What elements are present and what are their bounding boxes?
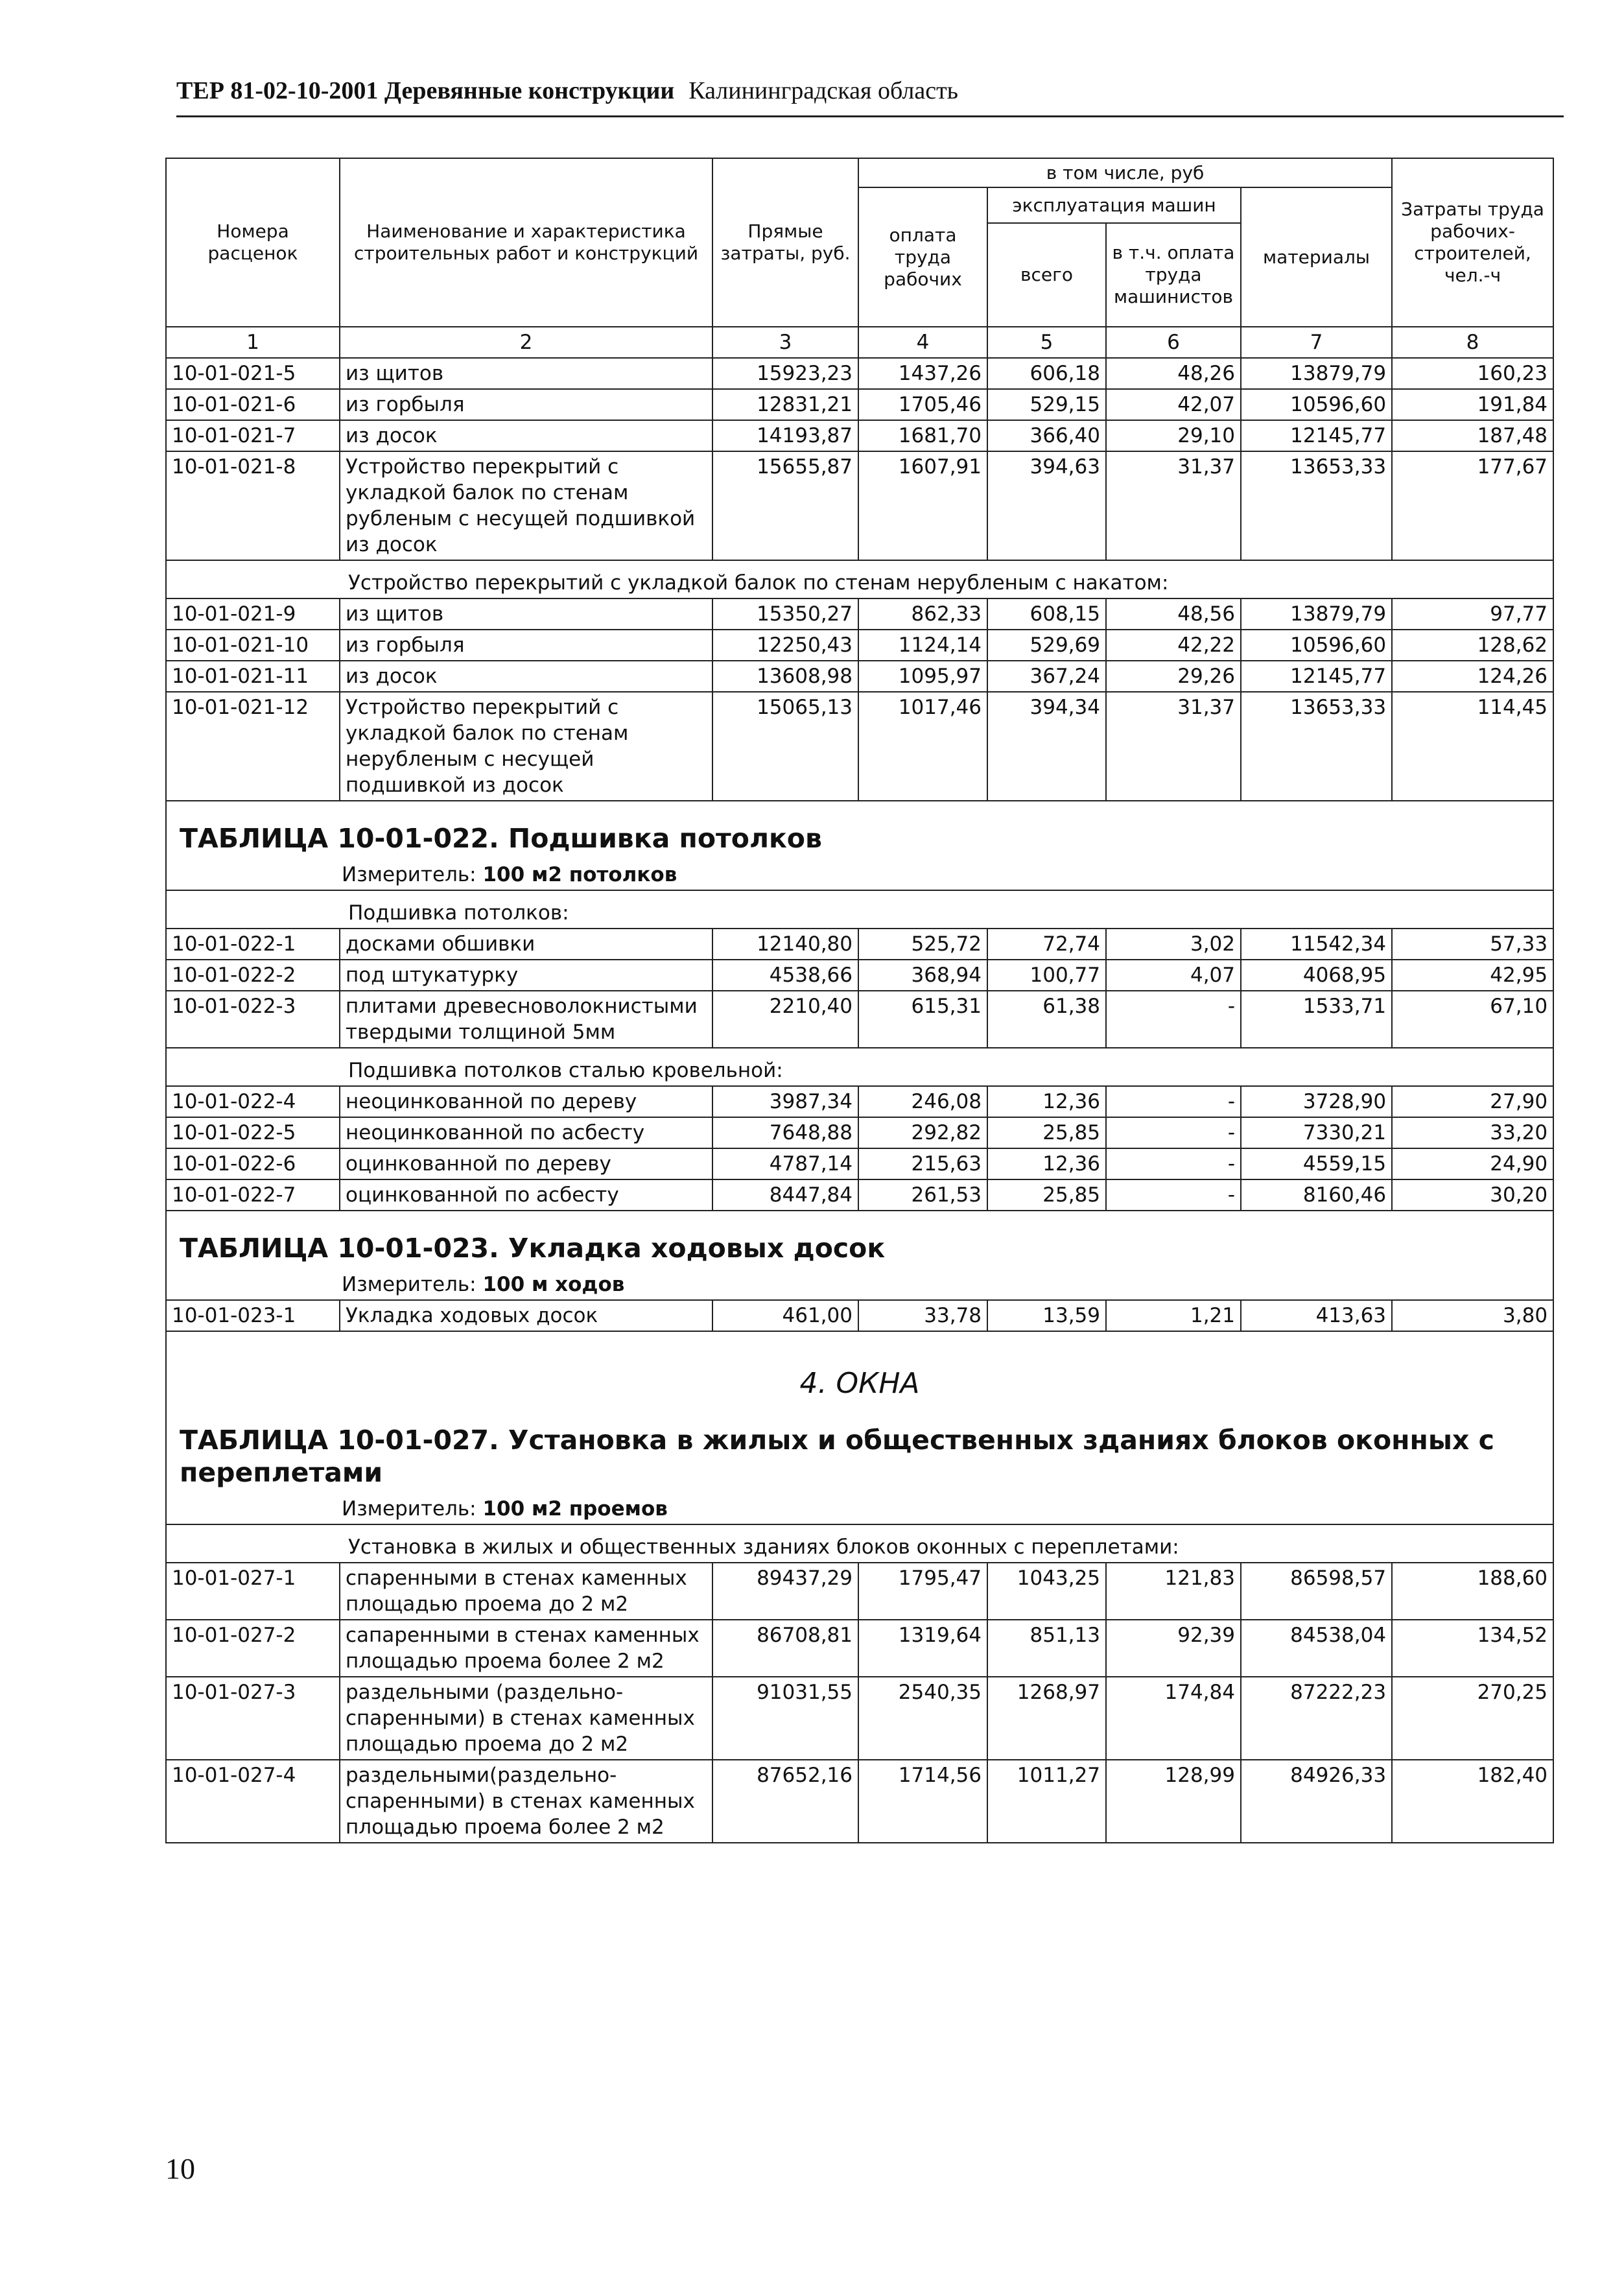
work-name: из горбыля bbox=[340, 389, 712, 420]
work-name: раздельными (раздельно-спаренными) в стенах каменных площадью проема до 2 м2 bbox=[340, 1677, 712, 1760]
labor-cost: 615,31 bbox=[858, 991, 987, 1048]
work-name: плитами древесноволокнистыми твердыми толщиной 5мм bbox=[340, 991, 712, 1048]
machinists-cost: 31,37 bbox=[1106, 692, 1241, 801]
column-number: 8 bbox=[1392, 327, 1553, 358]
table-row bbox=[166, 692, 1553, 801]
machines-cost: 12,36 bbox=[987, 1148, 1106, 1179]
group-intro: Устройство перекрытий с укладкой балок по стенам нерубленым с накатом: bbox=[166, 560, 1553, 598]
col-header-labor: оплата труда рабочих bbox=[858, 187, 987, 327]
table-unit bbox=[166, 1270, 1553, 1300]
labor-hours: 57,33 bbox=[1392, 929, 1553, 960]
table-row bbox=[166, 1117, 1553, 1148]
direct-cost: 13608,98 bbox=[712, 661, 858, 692]
materials-cost: 11542,34 bbox=[1241, 929, 1392, 960]
table-row bbox=[166, 451, 1553, 560]
labor-hours: 182,40 bbox=[1392, 1760, 1553, 1843]
labor-cost: 1319,64 bbox=[858, 1620, 987, 1677]
col-header-code: Номера расценок bbox=[166, 158, 340, 327]
group-intro-row bbox=[166, 1048, 1553, 1086]
machines-cost: 1268,97 bbox=[987, 1677, 1106, 1760]
rate-code: 10-01-022-4 bbox=[166, 1086, 340, 1117]
unit-value: 100 м2 потолков bbox=[482, 863, 677, 886]
rate-code: 10-01-027-4 bbox=[166, 1760, 340, 1843]
table-row bbox=[166, 420, 1553, 451]
col-header-machines-total: всего bbox=[987, 223, 1106, 327]
machines-cost: 12,36 bbox=[987, 1086, 1106, 1117]
machinists-cost: 31,37 bbox=[1106, 451, 1241, 560]
column-number: 3 bbox=[712, 327, 858, 358]
direct-cost: 91031,55 bbox=[712, 1677, 858, 1760]
direct-cost: 15655,87 bbox=[712, 451, 858, 560]
col-header-workers: Затраты труда рабочих-строителей, чел.-ч bbox=[1392, 158, 1553, 327]
column-numbers-row bbox=[166, 327, 1553, 358]
page-header bbox=[176, 77, 1564, 117]
machines-cost: 529,69 bbox=[987, 630, 1106, 661]
table-row bbox=[166, 630, 1553, 661]
work-name: сапаренными в стенах каменных площадью проема более 2 м2 bbox=[340, 1620, 712, 1677]
work-name: Устройство перекрытий с укладкой балок по стенам нерубленым с несущей подшивкой из досок bbox=[340, 692, 712, 801]
direct-cost: 7648,88 bbox=[712, 1117, 858, 1148]
column-number: 6 bbox=[1106, 327, 1241, 358]
machines-cost: 394,63 bbox=[987, 451, 1106, 560]
machines-cost: 25,85 bbox=[987, 1117, 1106, 1148]
machines-cost: 72,74 bbox=[987, 929, 1106, 960]
machinists-cost: 29,10 bbox=[1106, 420, 1241, 451]
direct-cost: 15923,23 bbox=[712, 358, 858, 389]
work-name: оцинкованной по асбесту bbox=[340, 1179, 712, 1211]
direct-cost: 2210,40 bbox=[712, 991, 858, 1048]
rate-code: 10-01-021-8 bbox=[166, 451, 340, 560]
table-row bbox=[166, 1086, 1553, 1117]
unit-value: 100 м ходов bbox=[482, 1273, 625, 1296]
labor-hours: 191,84 bbox=[1392, 389, 1553, 420]
chapter-heading: 4. ОКНА bbox=[166, 1331, 1553, 1411]
labor-hours: 177,67 bbox=[1392, 451, 1553, 560]
rate-code: 10-01-027-1 bbox=[166, 1563, 340, 1620]
machines-cost: 25,85 bbox=[987, 1179, 1106, 1211]
direct-cost: 12831,21 bbox=[712, 389, 858, 420]
table-row bbox=[166, 960, 1553, 991]
machinists-cost: 121,83 bbox=[1106, 1563, 1241, 1620]
materials-cost: 12145,77 bbox=[1241, 420, 1392, 451]
labor-hours: 270,25 bbox=[1392, 1677, 1553, 1760]
table-row bbox=[166, 1300, 1553, 1331]
work-name: из досок bbox=[340, 420, 712, 451]
work-name: раздельными(раздельно-спаренными) в стенах каменных площадью проема более 2 м2 bbox=[340, 1760, 712, 1843]
work-name: Укладка ходовых досок bbox=[340, 1300, 712, 1331]
labor-hours: 134,52 bbox=[1392, 1620, 1553, 1677]
labor-cost: 1437,26 bbox=[858, 358, 987, 389]
materials-cost: 84926,33 bbox=[1241, 1760, 1392, 1843]
work-name: из щитов bbox=[340, 598, 712, 630]
rate-code: 10-01-021-9 bbox=[166, 598, 340, 630]
materials-cost: 413,63 bbox=[1241, 1300, 1392, 1331]
col-header-materials: материалы bbox=[1241, 187, 1392, 327]
machines-cost: 13,59 bbox=[987, 1300, 1106, 1331]
table-row bbox=[166, 598, 1553, 630]
materials-cost: 12145,77 bbox=[1241, 661, 1392, 692]
materials-cost: 10596,60 bbox=[1241, 630, 1392, 661]
machinists-cost: - bbox=[1106, 1179, 1241, 1211]
column-number: 4 bbox=[858, 327, 987, 358]
machinists-cost: 4,07 bbox=[1106, 960, 1241, 991]
machines-cost: 100,77 bbox=[987, 960, 1106, 991]
table-row bbox=[166, 929, 1553, 960]
materials-cost: 1533,71 bbox=[1241, 991, 1392, 1048]
direct-cost: 87652,16 bbox=[712, 1760, 858, 1843]
materials-cost: 4559,15 bbox=[1241, 1148, 1392, 1179]
machines-cost: 606,18 bbox=[987, 358, 1106, 389]
rate-code: 10-01-021-6 bbox=[166, 389, 340, 420]
labor-hours: 114,45 bbox=[1392, 692, 1553, 801]
direct-cost: 3987,34 bbox=[712, 1086, 858, 1117]
machines-cost: 1011,27 bbox=[987, 1760, 1106, 1843]
machinists-cost: 48,56 bbox=[1106, 598, 1241, 630]
labor-hours: 160,23 bbox=[1392, 358, 1553, 389]
materials-cost: 13653,33 bbox=[1241, 692, 1392, 801]
table-row bbox=[166, 1620, 1553, 1677]
col-header-including: в том числе, руб bbox=[858, 158, 1392, 187]
table-title-row bbox=[166, 801, 1553, 860]
materials-cost: 13879,79 bbox=[1241, 598, 1392, 630]
work-name: оцинкованной по дереву bbox=[340, 1148, 712, 1179]
labor-cost: 1124,14 bbox=[858, 630, 987, 661]
direct-cost: 8447,84 bbox=[712, 1179, 858, 1211]
column-number: 2 bbox=[340, 327, 712, 358]
labor-cost: 261,53 bbox=[858, 1179, 987, 1211]
estimate-table bbox=[165, 158, 1554, 1843]
table-row bbox=[166, 389, 1553, 420]
table-unit bbox=[166, 860, 1553, 890]
group-intro: Подшивка потолков сталью кровельной: bbox=[166, 1048, 1553, 1086]
materials-cost: 86598,57 bbox=[1241, 1563, 1392, 1620]
materials-cost: 3728,90 bbox=[1241, 1086, 1392, 1117]
rate-code: 10-01-022-5 bbox=[166, 1117, 340, 1148]
column-number: 7 bbox=[1241, 327, 1392, 358]
rate-code: 10-01-022-1 bbox=[166, 929, 340, 960]
rate-code: 10-01-021-12 bbox=[166, 692, 340, 801]
machinists-cost: 48,26 bbox=[1106, 358, 1241, 389]
group-intro: Установка в жилых и общественных зданиях блоков оконных с переплетами: bbox=[166, 1524, 1553, 1563]
page-number: 10 bbox=[165, 2152, 195, 2185]
work-name: из досок bbox=[340, 661, 712, 692]
work-name: спаренными в стенах каменных площадью проема до 2 м2 bbox=[340, 1563, 712, 1620]
work-name: из горбыля bbox=[340, 630, 712, 661]
col-header-direct: Прямые затраты, руб. bbox=[712, 158, 858, 327]
machinists-cost: 29,26 bbox=[1106, 661, 1241, 692]
labor-cost: 1017,46 bbox=[858, 692, 987, 801]
chapter-heading-row bbox=[166, 1331, 1553, 1411]
labor-hours: 187,48 bbox=[1392, 420, 1553, 451]
materials-cost: 7330,21 bbox=[1241, 1117, 1392, 1148]
materials-cost: 8160,46 bbox=[1241, 1179, 1392, 1211]
direct-cost: 15350,27 bbox=[712, 598, 858, 630]
direct-cost: 15065,13 bbox=[712, 692, 858, 801]
direct-cost: 14193,87 bbox=[712, 420, 858, 451]
machinists-cost: 128,99 bbox=[1106, 1760, 1241, 1843]
work-name: под штукатурку bbox=[340, 960, 712, 991]
machines-cost: 1043,25 bbox=[987, 1563, 1106, 1620]
table-row bbox=[166, 1563, 1553, 1620]
materials-cost: 4068,95 bbox=[1241, 960, 1392, 991]
table-unit-row bbox=[166, 1494, 1553, 1524]
machines-cost: 529,15 bbox=[987, 389, 1106, 420]
materials-cost: 10596,60 bbox=[1241, 389, 1392, 420]
rate-code: 10-01-023-1 bbox=[166, 1300, 340, 1331]
table-row bbox=[166, 661, 1553, 692]
table-title: ТАБЛИЦА 10-01-023. Укладка ходовых досок bbox=[166, 1211, 1553, 1270]
labor-cost: 33,78 bbox=[858, 1300, 987, 1331]
table-row bbox=[166, 1179, 1553, 1211]
machines-cost: 367,24 bbox=[987, 661, 1106, 692]
machinists-cost: 42,22 bbox=[1106, 630, 1241, 661]
header-region: Калининградская область bbox=[688, 77, 959, 104]
rate-code: 10-01-022-3 bbox=[166, 991, 340, 1048]
col-header-machines: эксплуатация машин bbox=[987, 187, 1241, 223]
machinists-cost: - bbox=[1106, 1148, 1241, 1179]
labor-hours: 33,20 bbox=[1392, 1117, 1553, 1148]
estimate-table-body bbox=[166, 358, 1553, 1843]
machinists-cost: 1,21 bbox=[1106, 1300, 1241, 1331]
machinists-cost: 42,07 bbox=[1106, 389, 1241, 420]
machines-cost: 851,13 bbox=[987, 1620, 1106, 1677]
table-unit-row bbox=[166, 860, 1553, 890]
labor-hours: 188,60 bbox=[1392, 1563, 1553, 1620]
machines-cost: 366,40 bbox=[987, 420, 1106, 451]
table-title: ТАБЛИЦА 10-01-027. Установка в жилых и общественных зданиях блоков оконных с переплетами bbox=[166, 1411, 1553, 1494]
labor-hours: 67,10 bbox=[1392, 991, 1553, 1048]
labor-cost: 2540,35 bbox=[858, 1677, 987, 1760]
header-code: ТЕР 81-02-10-2001 Деревянные конструкции bbox=[176, 77, 675, 104]
rate-code: 10-01-022-6 bbox=[166, 1148, 340, 1179]
work-name: из щитов bbox=[340, 358, 712, 389]
materials-cost: 13653,33 bbox=[1241, 451, 1392, 560]
work-name: неоцинкованной по асбесту bbox=[340, 1117, 712, 1148]
table-title: ТАБЛИЦА 10-01-022. Подшивка потолков bbox=[166, 801, 1553, 860]
col-header-name: Наименование и характеристика строительных работ и конструкций bbox=[340, 158, 712, 327]
labor-cost: 1607,91 bbox=[858, 451, 987, 560]
rate-code: 10-01-021-7 bbox=[166, 420, 340, 451]
rate-code: 10-01-022-7 bbox=[166, 1179, 340, 1211]
materials-cost: 87222,23 bbox=[1241, 1677, 1392, 1760]
rate-code: 10-01-021-5 bbox=[166, 358, 340, 389]
unit-label: Измеритель: bbox=[342, 1273, 477, 1296]
table-row bbox=[166, 1148, 1553, 1179]
materials-cost: 84538,04 bbox=[1241, 1620, 1392, 1677]
labor-cost: 368,94 bbox=[858, 960, 987, 991]
direct-cost: 89437,29 bbox=[712, 1563, 858, 1620]
group-intro-row bbox=[166, 1524, 1553, 1563]
direct-cost: 86708,81 bbox=[712, 1620, 858, 1677]
col-header-machinists: в т.ч. оплата труда машинистов bbox=[1106, 223, 1241, 327]
direct-cost: 12140,80 bbox=[712, 929, 858, 960]
labor-cost: 1681,70 bbox=[858, 420, 987, 451]
group-intro-row bbox=[166, 560, 1553, 598]
labor-cost: 1095,97 bbox=[858, 661, 987, 692]
labor-cost: 292,82 bbox=[858, 1117, 987, 1148]
labor-hours: 3,80 bbox=[1392, 1300, 1553, 1331]
table-row bbox=[166, 991, 1553, 1048]
machines-cost: 608,15 bbox=[987, 598, 1106, 630]
machinists-cost: 3,02 bbox=[1106, 929, 1241, 960]
machines-cost: 61,38 bbox=[987, 991, 1106, 1048]
table-unit bbox=[166, 1494, 1553, 1524]
group-intro: Подшивка потолков: bbox=[166, 890, 1553, 929]
table-row bbox=[166, 358, 1553, 389]
rate-code: 10-01-027-2 bbox=[166, 1620, 340, 1677]
materials-cost: 13879,79 bbox=[1241, 358, 1392, 389]
work-name: неоцинкованной по дереву bbox=[340, 1086, 712, 1117]
group-intro-row bbox=[166, 890, 1553, 929]
unit-label: Измеритель: bbox=[342, 863, 477, 886]
labor-hours: 27,90 bbox=[1392, 1086, 1553, 1117]
table-unit-row bbox=[166, 1270, 1553, 1300]
machinists-cost: - bbox=[1106, 1086, 1241, 1117]
unit-value: 100 м2 проемов bbox=[482, 1497, 668, 1521]
table-title-row bbox=[166, 1411, 1553, 1494]
rate-code: 10-01-021-10 bbox=[166, 630, 340, 661]
machinists-cost: - bbox=[1106, 1117, 1241, 1148]
direct-cost: 12250,43 bbox=[712, 630, 858, 661]
labor-cost: 525,72 bbox=[858, 929, 987, 960]
unit-label: Измеритель: bbox=[342, 1497, 477, 1521]
labor-cost: 1714,56 bbox=[858, 1760, 987, 1843]
column-number: 5 bbox=[987, 327, 1106, 358]
labor-cost: 1705,46 bbox=[858, 389, 987, 420]
direct-cost: 4538,66 bbox=[712, 960, 858, 991]
labor-hours: 97,77 bbox=[1392, 598, 1553, 630]
column-number: 1 bbox=[166, 327, 340, 358]
labor-hours: 24,90 bbox=[1392, 1148, 1553, 1179]
labor-cost: 246,08 bbox=[858, 1086, 987, 1117]
labor-cost: 1795,47 bbox=[858, 1563, 987, 1620]
work-name: досками обшивки bbox=[340, 929, 712, 960]
rate-code: 10-01-021-11 bbox=[166, 661, 340, 692]
direct-cost: 461,00 bbox=[712, 1300, 858, 1331]
machinists-cost: - bbox=[1106, 991, 1241, 1048]
labor-cost: 215,63 bbox=[858, 1148, 987, 1179]
labor-cost: 862,33 bbox=[858, 598, 987, 630]
direct-cost: 4787,14 bbox=[712, 1148, 858, 1179]
rate-code: 10-01-027-3 bbox=[166, 1677, 340, 1760]
work-name: Устройство перекрытий с укладкой балок по стенам рубленым с несущей подшивкой из досок bbox=[340, 451, 712, 560]
machinists-cost: 174,84 bbox=[1106, 1677, 1241, 1760]
labor-hours: 128,62 bbox=[1392, 630, 1553, 661]
table-row bbox=[166, 1760, 1553, 1843]
labor-hours: 124,26 bbox=[1392, 661, 1553, 692]
labor-hours: 30,20 bbox=[1392, 1179, 1553, 1211]
rate-code: 10-01-022-2 bbox=[166, 960, 340, 991]
machines-cost: 394,34 bbox=[987, 692, 1106, 801]
table-row bbox=[166, 1677, 1553, 1760]
labor-hours: 42,95 bbox=[1392, 960, 1553, 991]
machinists-cost: 92,39 bbox=[1106, 1620, 1241, 1677]
table-title-row bbox=[166, 1211, 1553, 1270]
